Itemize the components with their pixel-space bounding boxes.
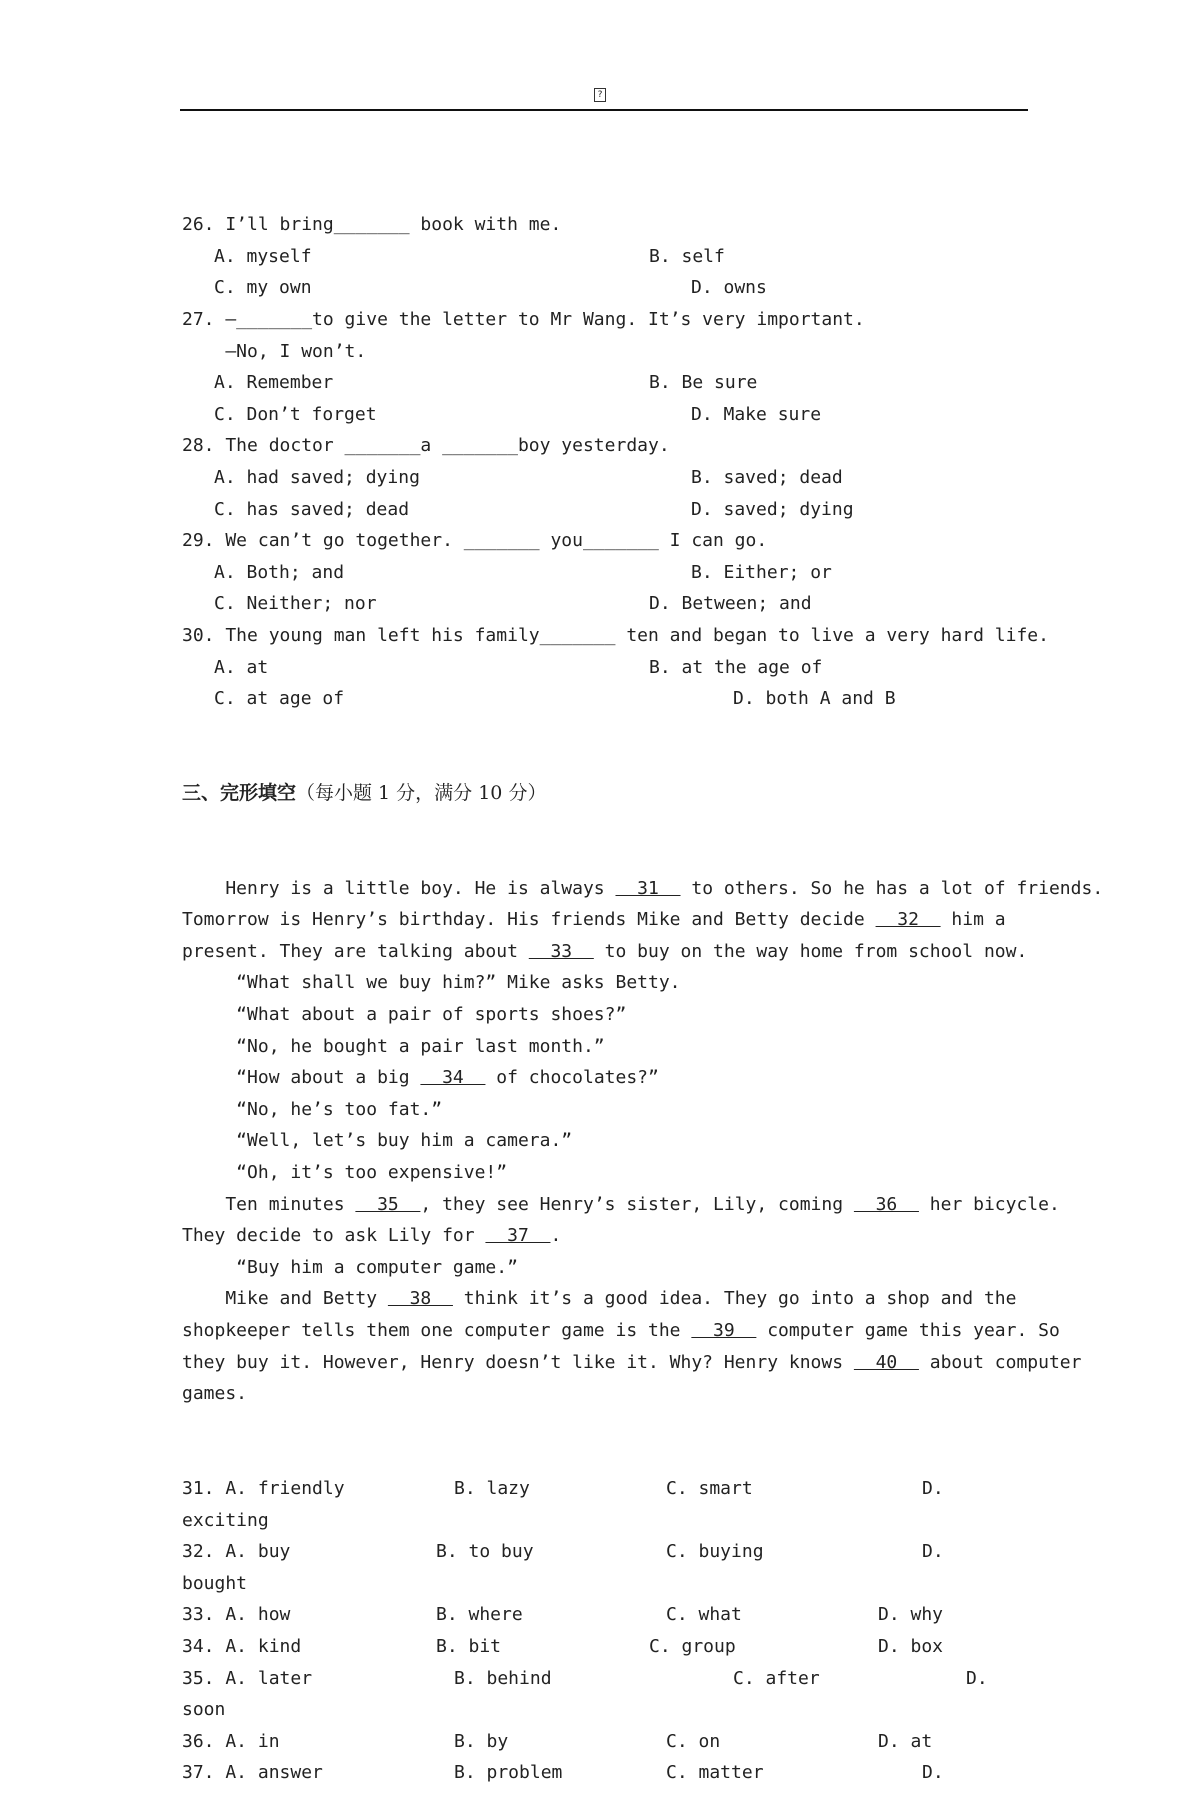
choice-line xyxy=(182,1473,1030,1505)
cloze-choices xyxy=(182,1473,1030,1789)
question-line: 26. I’ll bring_______ book with me. xyxy=(182,214,562,236)
cloze-blank: 31 xyxy=(615,877,681,899)
answer-option: D. saved; dying xyxy=(691,498,854,520)
choice-line xyxy=(182,1726,1030,1758)
passage-line: Mike and Betty 38 think it’s a good idea. They go into a shop and the xyxy=(182,1288,1017,1310)
options-line xyxy=(182,652,1030,684)
answer-option: B. where xyxy=(436,1604,523,1626)
section-title-bold: 三、完形填空 xyxy=(182,781,297,804)
choice-number: 36. A. in xyxy=(182,1730,280,1752)
answer-option: C. matter xyxy=(666,1762,764,1784)
answer-option: B. bit xyxy=(436,1635,502,1657)
cloze-passage xyxy=(182,873,1104,1410)
passage-line: “Well, let’s buy him a camera.” xyxy=(182,1130,573,1152)
passage-line: “Buy him a computer game.” xyxy=(182,1256,518,1278)
answer-option: A. at xyxy=(214,656,269,678)
answer-option: D. box xyxy=(878,1635,944,1657)
answer-option: C. group xyxy=(649,1635,736,1657)
answer-option: D. xyxy=(922,1541,944,1563)
answer-option: B. lazy xyxy=(454,1477,530,1499)
answer-option: D. xyxy=(922,1477,944,1499)
answer-option: C. my own xyxy=(214,277,312,299)
answer-option: A. myself xyxy=(214,245,312,267)
choice-number: 32. A. buy xyxy=(182,1541,291,1563)
answer-option: B. behind xyxy=(454,1667,552,1689)
cloze-blank: 39 xyxy=(691,1319,757,1341)
question-line: 28. The doctor _______a _______boy yesterday. xyxy=(182,435,670,457)
passage-line: games. xyxy=(182,1383,248,1405)
answer-option: B. at the age of xyxy=(649,656,823,678)
passage-line: present. They are talking about 33 to buy on the way home from school now. xyxy=(182,940,1028,962)
options-line xyxy=(182,462,1030,494)
choice-number: 34. A. kind xyxy=(182,1635,302,1657)
choice-number: 33. A. how xyxy=(182,1604,291,1626)
section-title xyxy=(182,778,1030,810)
choice-line xyxy=(182,1599,1030,1631)
answer-option: D. why xyxy=(878,1604,944,1626)
choice-line xyxy=(182,1663,1030,1695)
cloze-blank: 33 xyxy=(528,940,594,962)
passage-line: “No, he bought a pair last month.” xyxy=(182,1035,605,1057)
answer-option: C. has saved; dead xyxy=(214,498,410,520)
passage-line: shopkeeper tells them one computer game is the 39 computer game this year. So xyxy=(182,1319,1060,1341)
choice-number: 31. A. friendly xyxy=(182,1477,345,1499)
question-line: 27. —_______to give the letter to Mr Wang. It’s very important. xyxy=(182,308,865,330)
answer-option: D. Make sure xyxy=(691,403,822,425)
answer-option: B. to buy xyxy=(436,1541,534,1563)
answer-option: C. at age of xyxy=(214,688,345,710)
answer-option: C. Don’t forget xyxy=(214,403,377,425)
passage-line: Ten minutes 35 , they see Henry’s sister, Lily, coming 36 her bicycle. xyxy=(182,1193,1060,1215)
answer-option: A. Remember xyxy=(214,372,334,394)
answer-option: C. Neither; nor xyxy=(214,593,377,615)
question-line: 29. We can’t go together. _______ you_______ I can go. xyxy=(182,530,768,552)
choice-wrap-line: soon xyxy=(182,1699,226,1721)
answer-option: D. both A and B xyxy=(733,688,896,710)
passage-line: “What shall we buy him?” Mike asks Betty. xyxy=(182,972,681,994)
cloze-blank: 40 xyxy=(853,1351,919,1373)
passage-line: “How about a big 34 of chocolates?” xyxy=(182,1067,659,1089)
options-line xyxy=(182,494,1030,526)
choice-line xyxy=(182,1536,1030,1568)
header-rule xyxy=(180,109,1028,111)
question-line: —No, I won’t. xyxy=(182,340,367,362)
answer-option: C. what xyxy=(666,1604,742,1626)
cloze-blank: 34 xyxy=(420,1067,486,1089)
cloze-blank: 36 xyxy=(853,1193,919,1215)
section-title-note: （每小题 1 分，满分 10 分） xyxy=(296,781,547,804)
passage-line: They decide to ask Lily for 37 . xyxy=(182,1225,562,1247)
answer-option: B. by xyxy=(454,1730,509,1752)
cloze-blank: 38 xyxy=(387,1288,453,1310)
answer-option: B. self xyxy=(649,245,725,267)
header-mark: ? xyxy=(594,88,606,102)
options-line xyxy=(182,367,1030,399)
options-line xyxy=(182,683,1030,715)
answer-option: C. after xyxy=(733,1667,820,1689)
multiple-choice-section xyxy=(182,209,1049,715)
options-line xyxy=(182,557,1030,589)
answer-option: D. owns xyxy=(691,277,767,299)
choice-number: 37. A. answer xyxy=(182,1762,323,1784)
passage-line: “What about a pair of sports shoes?” xyxy=(182,1004,627,1026)
document-body xyxy=(182,146,1104,1820)
choice-wrap-line: bought xyxy=(182,1572,248,1594)
passage-line: “No, he’s too fat.” xyxy=(182,1098,443,1120)
options-line xyxy=(182,241,1030,273)
answer-option: B. saved; dead xyxy=(691,466,843,488)
answer-option: C. on xyxy=(666,1730,721,1752)
question-line: 30. The young man left his family_______ ten and began to live a very hard life. xyxy=(182,624,1049,646)
answer-option: D. at xyxy=(878,1730,933,1752)
passage-line: “Oh, it’s too expensive!” xyxy=(182,1162,508,1183)
choice-line xyxy=(182,1631,1030,1663)
answer-option: D. xyxy=(922,1762,944,1784)
answer-option: B. Be sure xyxy=(649,372,758,394)
options-line xyxy=(182,399,1030,431)
answer-option: A. Both; and xyxy=(214,561,345,583)
passage-line: Henry is a little boy. He is always 31 to others. So he has a lot of friends. xyxy=(182,877,1104,899)
choice-wrap-line: exciting xyxy=(182,1509,269,1531)
answer-option: B. problem xyxy=(454,1762,563,1784)
answer-option: C. buying xyxy=(666,1541,764,1563)
options-line xyxy=(182,272,1030,304)
passage-line: Tomorrow is Henry’s birthday. His friends Mike and Betty decide 32 him a xyxy=(182,909,1006,931)
cloze-blank: 35 xyxy=(355,1193,421,1215)
cloze-blank: 37 xyxy=(485,1225,551,1247)
answer-option: D. xyxy=(966,1667,988,1689)
cloze-blank: 32 xyxy=(875,909,941,931)
answer-option: C. smart xyxy=(666,1477,753,1499)
choice-number: 35. A. later xyxy=(182,1667,313,1689)
choice-line xyxy=(182,1757,1030,1789)
options-line xyxy=(182,588,1030,620)
answer-option: A. had saved; dying xyxy=(214,466,420,488)
passage-line: they buy it. However, Henry doesn’t like it. Why? Henry knows 40 about computer xyxy=(182,1351,1082,1373)
answer-option: D. Between; and xyxy=(649,593,812,615)
answer-option: B. Either; or xyxy=(691,561,832,583)
